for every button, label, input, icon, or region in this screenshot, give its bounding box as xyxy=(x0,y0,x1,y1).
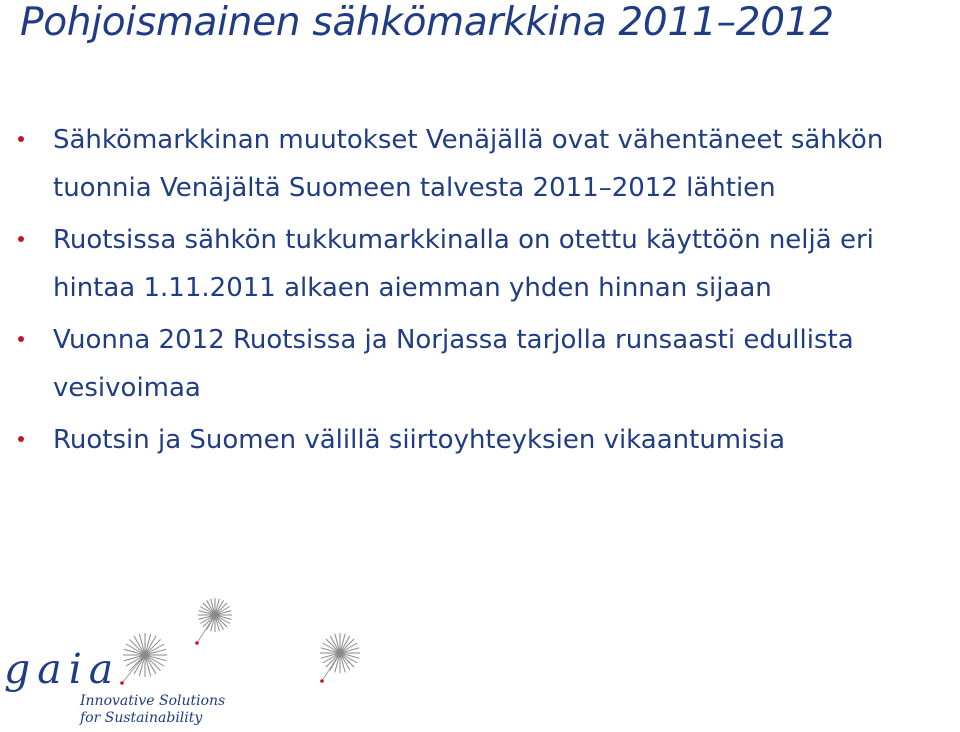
gaia-logo xyxy=(0,595,370,730)
bullet-text: Sähkömarkkinan muutokset Venäjällä ovat vähentäneet sähkön tuonnia Venäjältä Suomeen talvesta 2011–2012 lähtien xyxy=(53,125,884,203)
logo-wordmark: gaia xyxy=(4,645,121,693)
bullet-list xyxy=(18,116,948,468)
seed-dot xyxy=(195,641,199,645)
seed-dot xyxy=(120,681,124,685)
bullet-marker xyxy=(18,436,24,442)
bullet-text: Ruotsissa sähkön tukkumarkkinalla on otettu käyttöön neljä eri hintaa 1.11.2011 alkaen aiemman yhden hinnan sijaan xyxy=(53,225,874,303)
bullet-item xyxy=(18,116,948,212)
logo-tagline xyxy=(80,693,225,727)
bullet-marker xyxy=(18,336,24,342)
bullet-marker xyxy=(18,236,24,242)
logo-tagline-line2: for Sustainability xyxy=(80,710,203,726)
bullet-item xyxy=(18,416,948,464)
bullet-item xyxy=(18,216,948,312)
bullet-text: Ruotsin ja Suomen välillä siirtoyhteyksien vikaantumisia xyxy=(53,425,786,455)
bullet-item xyxy=(18,316,948,412)
logo-tagline-line1: Innovative Solutions xyxy=(80,693,226,709)
bullet-marker xyxy=(18,136,24,142)
bullet-text: Vuonna 2012 Ruotsissa ja Norjassa tarjolla runsaasti edullista vesivoimaa xyxy=(53,325,854,403)
seed-dot xyxy=(320,679,324,683)
slide-title: Pohjoismainen sähkömarkkina 2011–2012 xyxy=(20,0,834,45)
